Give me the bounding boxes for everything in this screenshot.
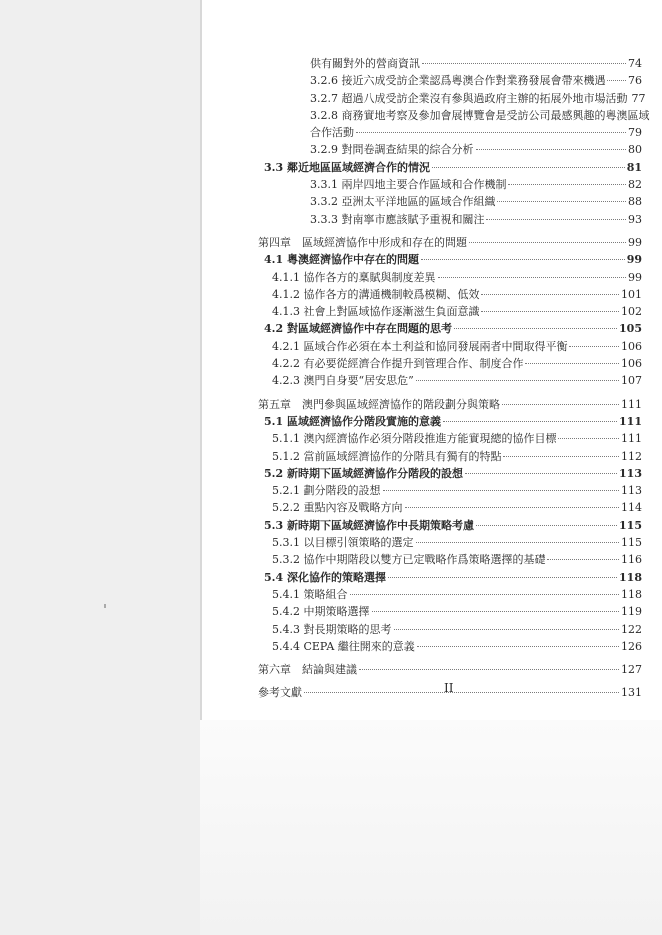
- toc-entry-title: 供有關對外的營商資訊: [310, 57, 420, 70]
- toc-entry-page: 111: [619, 414, 642, 428]
- toc-entry-page: 102: [621, 305, 642, 319]
- toc-entry-page: 116: [621, 553, 642, 567]
- dot-leader: [421, 259, 625, 260]
- toc-entry-page: 81: [626, 160, 642, 174]
- toc-entry-title: 5.2.1 劃分階段的設想: [272, 484, 381, 498]
- toc-entry-page: 74: [628, 57, 642, 70]
- toc-entry[interactable]: [210, 287, 642, 304]
- toc-entry[interactable]: [210, 91, 646, 108]
- dot-leader: [607, 80, 626, 81]
- toc-entry-title: 3.3.3 對南寧市應該賦予重視和關注: [310, 212, 485, 226]
- toc-entry[interactable]: [210, 431, 642, 448]
- toc-entry[interactable]: [210, 356, 642, 373]
- toc-entry-title: 4.2 對區域經濟協作中存在問題的思考: [264, 322, 452, 336]
- toc-entry-page: 79: [628, 126, 642, 140]
- dot-leader: [481, 311, 619, 312]
- toc-entry[interactable]: [210, 252, 642, 269]
- toc-entry-page: 77: [631, 91, 646, 105]
- toc-entry[interactable]: [210, 639, 642, 656]
- toc-entry-page: 115: [619, 518, 642, 532]
- dot-leader: [388, 577, 617, 578]
- toc-entry-page: 99: [628, 270, 642, 284]
- toc-entry-page: 106: [621, 357, 642, 371]
- toc-entry-page: 119: [621, 605, 642, 619]
- toc-entry-title: 4.1.3 社會上對區域協作逐漸滋生負面意識: [272, 305, 480, 319]
- toc-entry-page: 127: [621, 663, 642, 677]
- toc-entry[interactable]: [210, 570, 642, 587]
- toc-entry-page: 111: [621, 397, 642, 411]
- toc-entry-title: 4.2.2 有必要從經濟合作提升到管理合作、制度合作: [272, 357, 524, 371]
- toc-entry-page: 131: [621, 686, 642, 700]
- toc-entry-page: 113: [621, 484, 642, 498]
- toc-entry-page: 111: [621, 432, 642, 446]
- toc-entry-page: 114: [621, 501, 642, 515]
- toc-entry-title: 5.4 深化協作的策略選擇: [264, 570, 386, 584]
- toc-entry-title: 3.2.8 商務實地考察及參加會展博覽會是受訪公司最感興趣的粵澳區域: [310, 108, 650, 122]
- toc-entry-page: 107: [621, 374, 642, 388]
- dot-leader: [416, 380, 619, 381]
- toc-entry-title: 4.2.3 澳門自身要“居安思危”: [272, 374, 414, 388]
- toc-entry-page: 122: [621, 622, 642, 636]
- toc-entry[interactable]: [210, 518, 642, 535]
- toc-entry-page: 82: [628, 178, 642, 192]
- toc-entry-title: 參考文獻: [258, 686, 302, 700]
- toc-entry-title: 5.4.4 CEPA 繼往開來的意義: [272, 639, 415, 653]
- toc-entry[interactable]: [210, 622, 642, 639]
- dot-leader: [359, 669, 619, 670]
- dot-leader: [525, 363, 619, 364]
- toc-entry-page: 112: [621, 449, 642, 463]
- toc-entry-title: 5.1.1 澳內經濟協作必須分階段推進方能實現總的協作目標: [272, 432, 557, 446]
- toc-entry-title: 第五章 澳門參與區域經濟協作的階段劃分與策略: [258, 397, 500, 411]
- dot-leader: [481, 294, 619, 295]
- toc-entry-title: 5.4.1 策略組合: [272, 587, 348, 601]
- dot-leader: [486, 219, 626, 220]
- dot-leader: [350, 594, 620, 595]
- toc-entry-page: 76: [628, 74, 642, 88]
- toc-entry-title: 3.3 鄰近地區區域經濟合作的情況: [264, 160, 430, 174]
- toc-entry[interactable]: [210, 56, 642, 73]
- toc-entry[interactable]: [210, 339, 642, 356]
- page-number: II: [444, 681, 454, 695]
- toc-entry-page: 115: [621, 536, 642, 550]
- toc-entry-title: 5.2.2 重點內容及戰略方向: [272, 501, 403, 515]
- dot-leader: [304, 692, 619, 693]
- toc-entry-title: 4.1 粵澳經濟協作中存在的問題: [264, 253, 419, 267]
- toc-entry-page: 88: [628, 195, 642, 209]
- toc-entry-title: 5.1.2 當前區域經濟協作的分階具有獨有的特點: [272, 449, 502, 463]
- toc-entry[interactable]: [210, 414, 642, 431]
- toc-entry[interactable]: [210, 685, 642, 702]
- page-lower-shade: [200, 720, 662, 935]
- toc-entry-title: 3.2.6 接近六成受訪企業認爲粵澳合作對業務發展會帶來機遇: [310, 74, 606, 88]
- toc-entry-page: 105: [619, 322, 642, 336]
- toc-entry-title: 3.3.1 兩岸四地主要合作區域和合作機制: [310, 178, 507, 192]
- scan-speck: [104, 604, 106, 608]
- toc-entry[interactable]: [210, 304, 642, 321]
- dot-leader: [547, 559, 619, 560]
- toc-entry-title: 5.4.2 中期策略選擇: [272, 605, 370, 619]
- toc-entry[interactable]: [210, 552, 642, 569]
- dot-leader: [469, 242, 626, 243]
- toc-entry-title: 3.2.9 對問卷調查結果的綜合分析: [310, 143, 474, 157]
- toc-entry-page: 101: [621, 287, 642, 301]
- toc-entry[interactable]: [210, 466, 642, 483]
- toc-entry[interactable]: [210, 500, 642, 517]
- dot-leader: [454, 328, 617, 329]
- dot-leader: [465, 473, 617, 474]
- toc-entry-page: 126: [621, 639, 642, 653]
- toc-entry[interactable]: [210, 397, 642, 414]
- toc-entry-title: 3.2.7 超過八成受訪企業沒有參與過政府主辦的拓展外地市場活動: [310, 91, 628, 105]
- dot-leader: [558, 438, 619, 439]
- toc-entry[interactable]: [210, 587, 642, 604]
- toc-entry-title: 4.1.2 協作各方的溝通機制較爲模糊、低效: [272, 287, 480, 301]
- toc-entry[interactable]: [210, 160, 642, 177]
- toc-entry-page: 113: [619, 466, 642, 480]
- toc-entry[interactable]: [210, 270, 642, 287]
- toc-entry[interactable]: [210, 604, 642, 621]
- toc-entry[interactable]: [210, 483, 642, 500]
- toc-entry-title: 5.3.2 協作中期階段以雙方已定戰略作爲策略選擇的基礎: [272, 553, 546, 567]
- toc-entry-title: 5.3 新時期下區域經濟協作中長期策略考慮: [264, 518, 474, 532]
- toc-entry-page: 93: [628, 212, 642, 226]
- dot-leader: [569, 346, 619, 347]
- toc-entry[interactable]: [210, 73, 642, 90]
- toc-entry[interactable]: [210, 125, 642, 142]
- dot-leader: [432, 167, 625, 168]
- toc-entry-title: 5.1 區域經濟協作分階段實施的意義: [264, 414, 441, 428]
- toc-entry[interactable]: [210, 235, 642, 252]
- dot-leader: [416, 542, 620, 543]
- toc-entry-title: 5.3.1 以目標引領策略的選定: [272, 536, 414, 550]
- toc-entry-title: 4.1.1 協作各方的稟賦與制度差異: [272, 270, 436, 284]
- dot-leader: [443, 421, 617, 422]
- toc-entry-title: 合作活動: [310, 126, 354, 140]
- toc-entry-title: 第六章 結論與建議: [258, 663, 357, 677]
- toc-entry[interactable]: [210, 321, 642, 338]
- dot-leader: [438, 277, 627, 278]
- dot-leader: [502, 404, 619, 405]
- toc-entry-title: 5.4.3 對長期策略的思考: [272, 622, 392, 636]
- toc-entry[interactable]: [210, 449, 642, 466]
- dot-leader: [405, 507, 620, 508]
- toc-entry-page: 118: [621, 587, 642, 601]
- dot-leader: [383, 490, 620, 491]
- dot-leader: [503, 456, 619, 457]
- toc-entry-page: 118: [619, 570, 642, 584]
- toc-entry[interactable]: [210, 108, 650, 125]
- dot-leader: [394, 629, 620, 630]
- dot-leader: [497, 201, 626, 202]
- toc-entry-page: 99: [626, 253, 642, 267]
- toc-entry[interactable]: [210, 194, 642, 211]
- toc-entry-page: 106: [621, 339, 642, 353]
- toc-entry[interactable]: [210, 535, 642, 552]
- toc-entry-title: 第四章 區域經濟協作中形成和存在的問題: [258, 235, 467, 249]
- toc-entry[interactable]: [210, 212, 642, 229]
- dot-leader: [356, 132, 626, 133]
- toc-entry-title: 4.2.1 區域合作必須在本土利益和協同發展兩者中間取得平衡: [272, 339, 568, 353]
- toc-entry[interactable]: [210, 373, 642, 390]
- toc-entry-page: 80: [628, 143, 642, 157]
- toc-entry[interactable]: [210, 662, 642, 679]
- dot-leader: [508, 184, 626, 185]
- table-of-contents: [210, 56, 650, 703]
- scan-left-margin: [0, 0, 200, 935]
- dot-leader: [476, 525, 617, 526]
- toc-entry[interactable]: [210, 177, 642, 194]
- toc-entry-page: 99: [628, 235, 642, 249]
- dot-leader: [417, 646, 619, 647]
- toc-entry-title: 5.2 新時期下區域經濟協作分階段的設想: [264, 466, 463, 480]
- dot-leader: [422, 63, 626, 64]
- toc-entry-title: 3.3.2 亞洲太平洋地區的區域合作組織: [310, 195, 496, 209]
- toc-entry[interactable]: [210, 142, 642, 159]
- dot-leader: [476, 149, 627, 150]
- dot-leader: [372, 611, 620, 612]
